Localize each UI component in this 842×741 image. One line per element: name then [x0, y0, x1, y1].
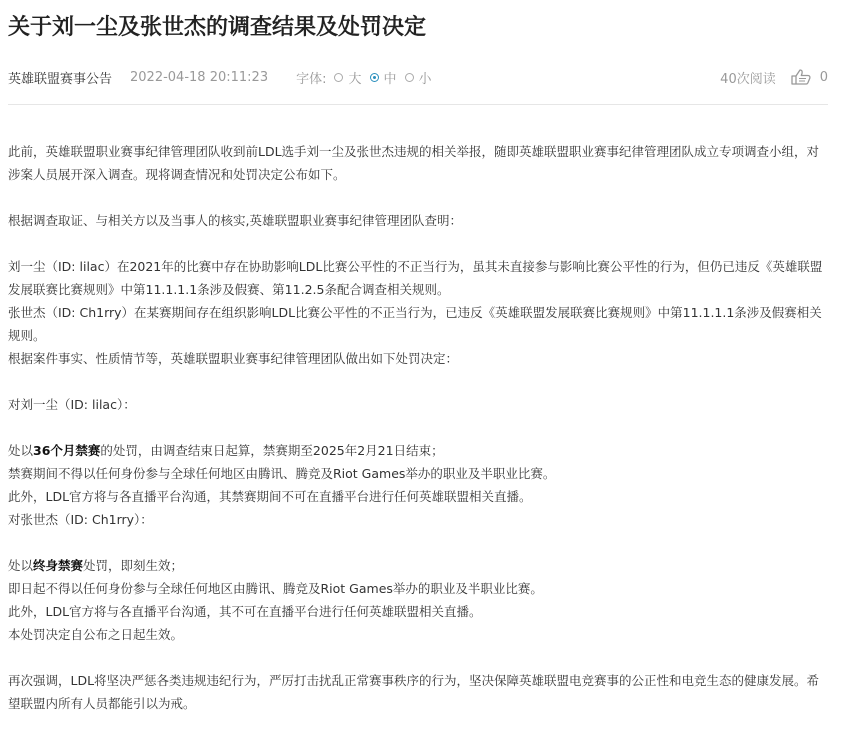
radio-icon [334, 73, 343, 82]
penalty-ch1rry-bold: 终身禁赛 [33, 558, 84, 573]
thumbs-up-icon [790, 69, 812, 85]
author-name[interactable]: 英雄联盟赛事公告 [8, 71, 113, 87]
font-option-small-label: 小 [418, 71, 432, 87]
article-body [8, 140, 830, 715]
paragraph-finding-lilac: 刘一尘（ID: lilac）在2021年的比赛中存在协助影响LDL比赛公平性的不正当行为，虽其未直接参与影响比赛公平性的行为，但仍已违反《英雄联盟发展联赛比赛规则》中第11.1.1.1条涉及假赛、第11.2.5条配合调查相关规则。 [8, 259, 823, 297]
font-option-large[interactable] [334, 68, 361, 87]
font-option-medium-label: 中 [383, 71, 397, 87]
ban-scope-lilac: 禁赛期间不得以任何身份参与全球任何地区由腾讯、腾竞及Riot Games举办的职业及半职业比赛。 [8, 466, 556, 481]
read-count: 40次阅读 [720, 71, 776, 87]
radio-icon [405, 73, 414, 82]
font-option-large-label: 大 [348, 71, 362, 87]
paragraph-gap [8, 646, 830, 669]
font-option-small[interactable] [405, 68, 432, 87]
header-divider [8, 104, 828, 105]
paragraph-gap [8, 186, 830, 209]
paragraph-findings-intro: 根据调查取证、与相关方以及当事人的核实,英雄联盟职业赛事纪律管理团队查明： [8, 213, 462, 228]
paragraph-finding-ch1rry: 张世杰（ID: Ch1rry）在某赛期间存在组织影响LDL比赛公平性的不正当行为，已违反《英雄联盟发展联赛比赛规则》中第11.1.1.1条涉及假赛相关规则。 [8, 305, 822, 343]
paragraph-gap [8, 416, 830, 439]
penalty-lilac-pre: 处以 [8, 443, 34, 458]
penalty-ch1rry-post: 处罚，即刻生效； [83, 558, 184, 573]
paragraph-gap [8, 531, 830, 554]
font-option-medium[interactable] [370, 68, 397, 87]
penalty-ch1rry [8, 554, 830, 577]
like-count: 0 [819, 69, 828, 85]
font-size-label: 字体: [296, 71, 327, 87]
article-title: 关于刘一尘及张世杰的调查结果及处罚决定 [8, 15, 427, 40]
article-meta [8, 64, 828, 90]
like-button[interactable] [790, 69, 828, 85]
stream-ban-ch1rry: 此外，LDL官方将与各直播平台沟通，其不可在直播平台进行任何英雄联盟相关直播。 [8, 604, 482, 619]
paragraph-closing: 再次强调，LDL将坚决严惩各类违规违纪行为，严厉打击扰乱正常赛事秩序的行为，坚决保障英雄联盟电竞赛事的公正性和电竞生态的健康发展。希望联盟内所有人员都能引以为戒。 [8, 673, 820, 711]
radio-selected-icon [370, 73, 379, 82]
penalty-lilac-post: 的处罚，由调查结束日起算，禁赛期至2025年2月21日结束； [100, 443, 444, 458]
penalty-lilac-bold: 36个月禁赛 [33, 443, 101, 458]
penalty-lilac [8, 439, 830, 462]
paragraph-gap [8, 232, 830, 255]
paragraph-decision-intro: 根据案件事实、性质情节等，英雄联盟职业赛事纪律管理团队做出如下处罚决定： [8, 351, 459, 366]
ban-scope-ch1rry: 即日起不得以任何身份参与全球任何地区由腾讯、腾竞及Riot Games举办的职业及半职业比赛。 [8, 581, 543, 596]
paragraph-gap [8, 370, 830, 393]
penalty-ch1rry-pre: 处以 [8, 558, 34, 573]
heading-lilac: 对刘一尘（ID: lilac）： [8, 397, 136, 412]
paragraph-intro: 此前，英雄联盟职业赛事纪律管理团队收到前LDL选手刘一尘及张世杰违规的相关举报，随即英雄联盟职业赛事纪律管理团队成立专项调查小组，对涉案人员展开深入调查。现将调查情况和处罚决定公布如下。 [8, 144, 820, 182]
heading-ch1rry: 对张世杰（ID: Ch1rry）： [8, 512, 153, 527]
publish-date: 2022-04-18 20:11:23 [130, 69, 269, 85]
effective-date: 本处罚决定自公布之日起生效。 [8, 627, 184, 642]
stream-ban-lilac: 此外，LDL官方将与各直播平台沟通，其禁赛期间不可在直播平台进行任何英雄联盟相关直播。 [8, 489, 532, 504]
